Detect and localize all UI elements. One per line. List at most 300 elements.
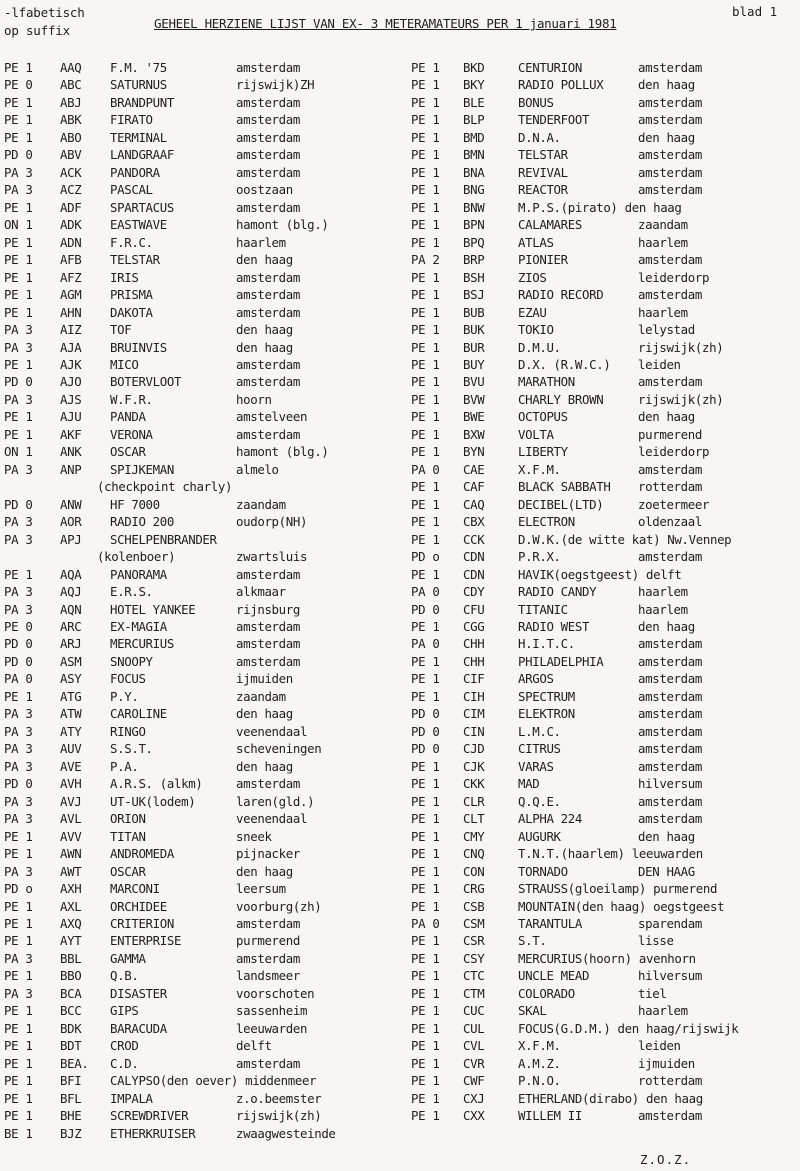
call-suffix: BVU [463,374,485,390]
list-row [4,1055,400,1072]
station-place: amsterdam [236,653,300,669]
station-place: zaandam [236,688,286,704]
list-row [4,932,400,949]
call-suffix: BMD [463,129,485,145]
station-name: TARANTULA [518,915,582,931]
station-name: ORION [110,811,146,827]
list-row [411,251,800,268]
station-name: DECIBEL(LTD) [518,496,604,512]
station-place: amsterdam [638,688,702,704]
station-name: BRANDPUNT [110,94,174,110]
station-name: MOUNTAIN(den haag) oegstgeest [518,898,725,914]
call-prefix: PE 1 [411,304,440,320]
station-place: voorschoten [236,985,315,1001]
station-place: amsterdam [638,252,702,268]
list-row [411,566,800,583]
list-row [411,443,800,460]
call-suffix: CMY [463,828,485,844]
call-suffix: BRP [463,252,485,268]
station-place: den haag [236,339,293,355]
list-row [411,705,800,722]
right-column [411,59,800,1125]
call-suffix: CVR [463,1055,485,1071]
call-suffix: CAE [463,461,485,477]
station-name: EX-MAGIA [110,619,167,634]
station-place: haarlem [638,234,688,250]
call-prefix: PE 1 [4,269,33,285]
station-place: amsterdam [236,112,300,128]
call-prefix: PE 1 [411,129,440,145]
list-row [411,653,800,670]
call-prefix: PA 3 [4,811,33,827]
call-suffix: CNQ [463,846,485,862]
call-prefix: PE 1 [411,112,440,128]
station-place: purmerend [638,426,702,442]
station-place: amsterdam [638,287,702,303]
station-name: GAMMA [110,950,146,966]
list-row [4,216,400,233]
call-prefix: PD o [4,881,33,897]
list-row [411,845,800,862]
station-name: SPARTACUS [110,199,174,215]
call-suffix: AQA [60,566,82,582]
list-row [411,688,800,705]
call-suffix: ABV [60,147,82,163]
station-place: hamont (blg.) [236,444,329,460]
station-name: W.F.R. [110,391,153,407]
call-prefix: PE 1 [411,409,440,425]
call-suffix: CGG [463,619,485,634]
station-name: TITAN [110,828,146,844]
station-name: TELSTAR [110,252,160,268]
call-suffix: ANK [60,444,82,460]
station-place: scheveningen [236,741,322,757]
call-suffix: BKY [463,77,485,93]
station-place: amsterdam [236,915,300,931]
station-name: TORNADO [518,863,568,879]
call-prefix: PE 1 [411,234,440,250]
call-prefix: PE 1 [411,374,440,390]
list-row [411,59,800,76]
list-row [4,740,400,757]
station-name: ENTERPRISE [110,933,182,949]
station-name: SCREWDRIVER [110,1108,189,1124]
call-suffix: BKD [463,60,485,75]
station-place: alkmaar [236,584,286,600]
station-place: den haag [638,409,695,425]
call-suffix: BUK [463,322,485,338]
call-prefix: PA 3 [4,322,33,338]
call-prefix: PE 1 [411,496,440,512]
call-prefix: PA 2 [411,252,440,268]
call-suffix: AFZ [60,269,82,285]
call-prefix: PE 1 [411,426,440,442]
list-row [411,793,800,810]
list-row [4,251,400,268]
station-place: amsterdam [236,776,300,792]
sort-note [4,4,85,40]
call-prefix: PE 1 [411,217,440,233]
station-name: T.N.T.(haarlem) leeuwarden [518,846,703,862]
list-row [4,443,400,460]
call-prefix: PE 1 [411,566,440,582]
station-place: purmerend [236,933,300,949]
station-place: veenendaal [236,811,308,827]
list-row [411,740,800,757]
station-name: RADIO POLLUX [518,77,604,93]
station-place: den haag [236,758,293,774]
station-place: leiderdorp [638,444,710,460]
list-row [4,76,400,93]
list-row [4,408,400,425]
call-suffix: ABJ [60,94,82,110]
call-suffix: CLR [463,793,485,809]
station-name: REACTOR [518,182,568,198]
call-suffix: CHH [463,653,485,669]
station-name: A.R.S. (alkm) [110,776,203,792]
call-prefix: PE 1 [411,619,440,634]
call-suffix: AJA [60,339,82,355]
station-name: P.R.X. [518,549,561,565]
list-row [411,828,800,845]
station-name: P.N.O. [518,1073,561,1089]
call-prefix: PE 1 [4,898,33,914]
list-row [411,932,800,949]
station-place: tiel [638,985,667,1001]
station-name: RADIO CANDY [518,584,597,600]
call-suffix: BBO [60,968,82,984]
call-prefix: PE 1 [4,426,33,442]
station-name: MAD [518,776,540,792]
station-place: amsterdam [638,653,702,669]
station-place: amsterdam [638,758,702,774]
call-suffix: AIZ [60,322,82,338]
list-row [411,670,800,687]
station-name: PANDA [110,409,146,425]
call-prefix: PE 1 [4,304,33,320]
call-prefix: PE 1 [411,653,440,669]
call-prefix: PE 1 [411,322,440,338]
call-suffix: AVV [60,828,82,844]
list-row [411,635,800,652]
call-prefix: PE 1 [411,147,440,163]
call-suffix: AFB [60,252,82,268]
station-place: leeuwarden [236,1020,308,1036]
call-suffix: BUB [463,304,485,320]
call-suffix: CIN [463,723,485,739]
call-prefix: PE 1 [4,566,33,582]
call-prefix: PA 3 [4,950,33,966]
station-place: hilversum [638,776,702,792]
list-row [4,1002,400,1019]
call-suffix: BYN [463,444,485,460]
station-place: amsterdam [638,60,702,75]
station-name: ORCHIDEE [110,898,167,914]
call-suffix: BCC [60,1003,82,1019]
call-prefix: PA 3 [4,164,33,180]
station-name: F.M. '75 [110,60,167,75]
call-prefix: PE 1 [4,287,33,303]
call-suffix: CVL [463,1038,485,1054]
call-suffix: CDN [463,566,485,582]
call-prefix: PA 3 [4,601,33,617]
station-name: PASCAL [110,182,153,198]
station-place: oldenzaal [638,514,702,530]
list-row [4,670,400,687]
list-row [4,1125,400,1142]
list-row [411,583,800,600]
list-row [4,566,400,583]
call-suffix: ASM [60,653,82,669]
call-prefix: PE 1 [411,863,440,879]
station-name: X.F.M. [518,461,561,477]
station-place: zaandam [638,217,688,233]
call-prefix: PE 1 [4,1003,33,1019]
call-suffix: AYT [60,933,82,949]
station-name: HOTEL YANKEE [110,601,196,617]
station-name: RADIO WEST [518,619,590,634]
list-row [411,461,800,478]
station-name: TOF [110,322,132,338]
call-prefix: PE 1 [411,793,440,809]
list-row [4,828,400,845]
list-row [411,111,800,128]
call-prefix: PD 0 [4,147,33,163]
station-name: ELECTRON [518,514,575,530]
station-name: SATURNUS [110,77,167,93]
call-prefix: PE 1 [4,1020,33,1036]
station-name: BARACUDA [110,1020,167,1036]
list-row [4,810,400,827]
station-place: amsterdam [638,94,702,110]
call-prefix: PA 3 [4,985,33,1001]
call-suffix: CSR [463,933,485,949]
call-prefix: PE 1 [411,758,440,774]
station-place: amsterdam [236,164,300,180]
station-place: zoetermeer [638,496,710,512]
station-name: (checkpoint charly) [97,479,233,495]
call-prefix: PA 3 [4,723,33,739]
call-prefix: PE 1 [4,1108,33,1124]
station-name: UNCLE MEAD [518,968,590,984]
list-row [4,793,400,810]
station-name: MERCURIUS(hoorn) avenhorn [518,950,696,966]
list-row [4,775,400,792]
station-place: haarlem [638,601,688,617]
list-row [4,845,400,862]
station-name: BONUS [518,94,554,110]
station-name: OCTOPUS [518,409,568,425]
list-row [411,1072,800,1089]
list-row [411,1055,800,1072]
call-suffix: CTM [463,985,485,1001]
call-suffix: BNA [463,164,485,180]
station-name: LIBERTY [518,444,568,460]
station-place: sparendam [638,915,702,931]
call-prefix: PE 1 [411,671,440,687]
list-row [411,967,800,984]
station-name: RINGO [110,723,146,739]
call-prefix: PE 1 [4,915,33,931]
station-name: CRITERION [110,915,174,931]
call-suffix: ARC [60,619,82,634]
station-place: amsterdam [236,287,300,303]
station-name: D.M.U. [518,339,561,355]
call-prefix: PE 1 [411,776,440,792]
call-prefix: PE 1 [4,199,33,215]
page-title: GEHEEL HERZIENE LIJST VAN EX- 3 METERAMATEURS PER 1 januari 1981 [154,16,617,31]
call-suffix: CJD [463,741,485,757]
call-suffix: CDN [463,549,485,565]
call-prefix: PE 1 [4,129,33,145]
call-prefix: PE 1 [411,828,440,844]
list-row [411,531,800,548]
station-place: amsterdam [236,950,300,966]
call-prefix: PE 1 [411,444,440,460]
call-prefix: PE 1 [4,112,33,128]
station-place: voorburg(zh) [236,898,322,914]
station-name: CAROLINE [110,706,167,722]
station-name: FIRATO [110,112,153,128]
station-place: rotterdam [638,1073,702,1089]
list-row [4,705,400,722]
call-suffix: CKK [463,776,485,792]
station-place: amsterdam [638,1108,702,1124]
station-name: C.D. [110,1055,139,1071]
station-place: amsterdam [236,304,300,320]
station-place: amsterdam [638,164,702,180]
call-prefix: PE 1 [4,1038,33,1054]
list-row [411,898,800,915]
station-place: amsterdam [236,374,300,390]
station-name: SKAL [518,1003,547,1019]
call-prefix: PE 1 [4,409,33,425]
call-suffix: AKF [60,426,82,442]
call-suffix: BLE [463,94,485,110]
call-prefix: PE 1 [4,688,33,704]
call-suffix: CON [463,863,485,879]
list-row [411,304,800,321]
call-suffix: BDT [60,1038,82,1054]
call-prefix: PE 1 [411,77,440,93]
station-place: amsterdam [236,129,300,145]
list-row [4,373,400,390]
list-row [411,164,800,181]
station-name: D.X. (R.W.C.) [518,356,611,372]
call-suffix: AAQ [60,60,82,75]
list-row [4,1090,400,1107]
station-place: amsterdam [236,1055,300,1071]
station-name: TITANIC [518,601,568,617]
call-suffix: CUC [463,1003,485,1019]
list-row [4,1107,400,1124]
station-place: amstelveen [236,409,308,425]
list-row [411,880,800,897]
call-prefix: PE 1 [4,1073,33,1089]
call-suffix: AQJ [60,584,82,600]
call-suffix: CTC [463,968,485,984]
call-suffix: ATG [60,688,82,704]
call-prefix: PE 1 [411,391,440,407]
station-name: WILLEM II [518,1108,582,1124]
list-row [411,76,800,93]
call-prefix: PE 1 [411,514,440,530]
call-prefix: PD 0 [411,706,440,722]
station-name: TENDERFOOT [518,112,590,128]
call-prefix: PE 1 [411,933,440,949]
call-suffix: AXL [60,898,82,914]
station-place: lisse [638,933,674,949]
station-place: den haag [638,129,695,145]
call-suffix: AGM [60,287,82,303]
station-name: MARATHON [518,374,575,390]
call-prefix: PD 0 [4,776,33,792]
station-name: PANDORA [110,164,160,180]
call-prefix: PE 1 [411,950,440,966]
call-suffix: AVH [60,776,82,792]
list-row [411,1002,800,1019]
call-prefix: PE 1 [411,164,440,180]
call-suffix: ATY [60,723,82,739]
station-name: TOKIO [518,322,554,338]
list-row [411,321,800,338]
station-place: sneek [236,828,272,844]
list-row [411,758,800,775]
list-row [4,601,400,618]
call-prefix: PA 3 [4,741,33,757]
station-name: REVIVAL [518,164,568,180]
list-row [411,601,800,618]
call-prefix: PA 3 [4,584,33,600]
station-place: amsterdam [638,793,702,809]
call-prefix: PE 1 [4,846,33,862]
list-row [411,513,800,530]
station-place: veenendaal [236,723,308,739]
station-place: amsterdam [638,461,702,477]
list-row [4,461,400,478]
call-prefix: PE 1 [411,94,440,110]
call-suffix: ADK [60,217,82,233]
list-row [4,286,400,303]
station-name: CHARLY BROWN [518,391,604,407]
call-prefix: PD 0 [4,636,33,652]
station-place: amsterdam [236,566,300,582]
station-name: X.F.M. [518,1038,561,1054]
call-prefix: PE 1 [411,479,440,495]
call-prefix: ON 1 [4,217,33,233]
list-row [411,146,800,163]
call-suffix: CHH [463,636,485,652]
list-row [4,94,400,111]
station-place: landsmeer [236,968,300,984]
station-name: PANORAMA [110,566,167,582]
station-place: rijswijk(zh) [236,1108,322,1124]
call-prefix: PE 1 [411,1038,440,1054]
call-suffix: AVE [60,758,82,774]
list-row [411,1107,800,1124]
call-prefix: PD 0 [411,601,440,617]
station-name: A.M.Z. [518,1055,561,1071]
list-row [411,548,800,565]
call-suffix: AJO [60,374,82,390]
station-name: GIPS [110,1003,139,1019]
station-place: leersum [236,881,286,897]
station-name: HF 7000 [110,496,160,512]
station-place: sassenheim [236,1003,308,1019]
list-row [411,1090,800,1107]
list-row [411,356,800,373]
list-row [4,356,400,373]
